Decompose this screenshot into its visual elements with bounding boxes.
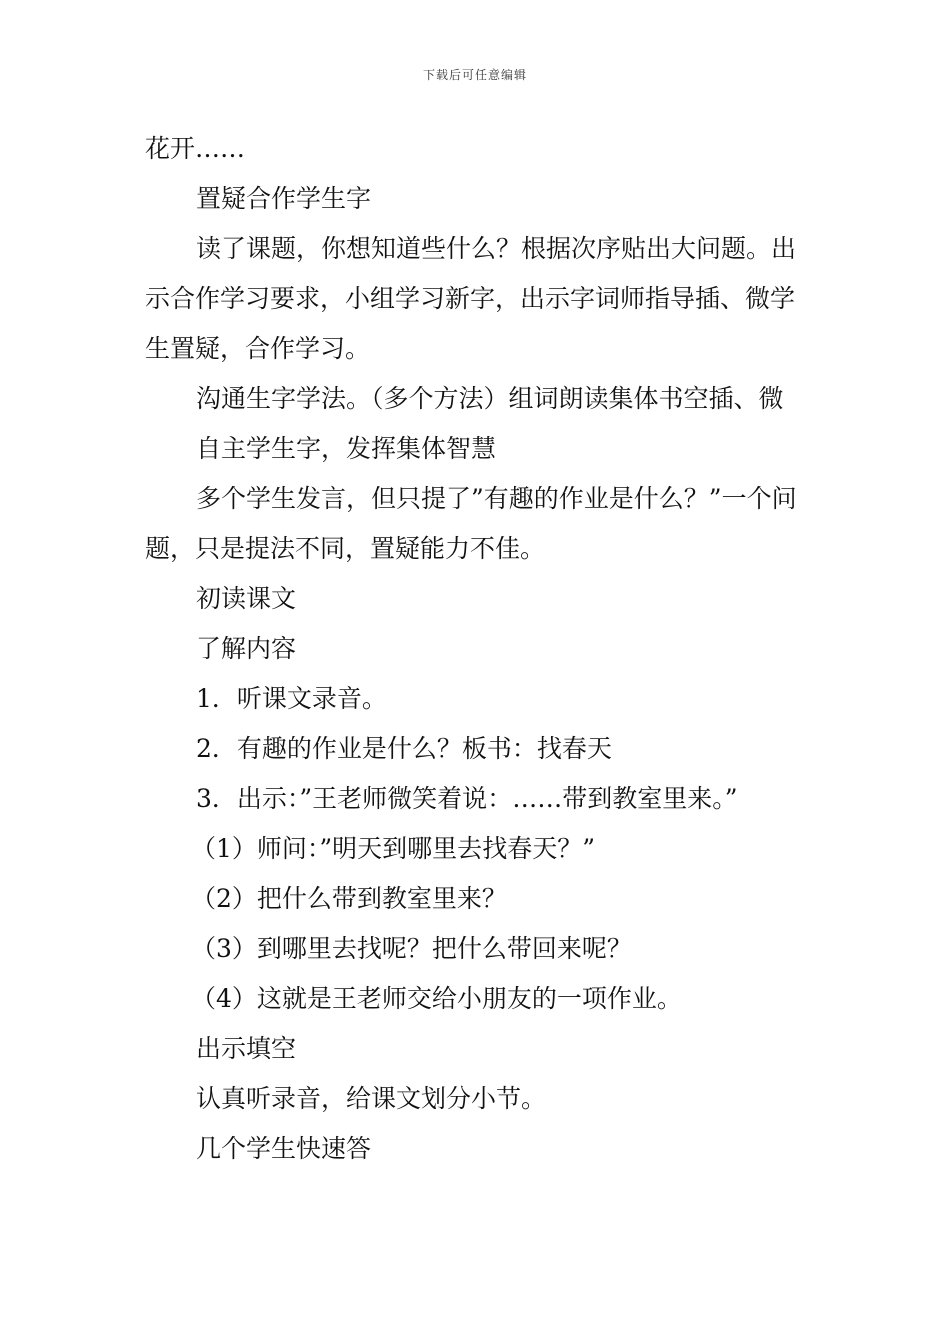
paragraph-self-study: 自主学生字，发挥集体智慧 — [196, 434, 497, 463]
list-item-1: 1．听课文录音。 — [196, 684, 387, 713]
paragraph-first-reading: 初读课文 — [196, 584, 297, 613]
page-header-note: 下载后可任意编辑 — [422, 68, 527, 82]
paragraph-flower-open: 花开…… — [145, 134, 246, 163]
list-item-3: 3．出示：”王老师微笑着说：……带到教室里来。” — [196, 784, 738, 813]
sub-item-2: （2）把什么带到教室里来？ — [191, 884, 507, 913]
paragraph-character-method: 沟通生字学法。（多个方法）组词朗读集体书空插、微 — [196, 384, 784, 413]
paragraph-section-heading-1: 置疑合作学生字 — [196, 184, 372, 213]
paragraph-reading-title: 读了课题，你想知道些什么？根据次序贴出大问题。出示合作学习要求，小组学习新字，出示字词师指导插、微学生置疑，合作学习。 — [145, 234, 797, 363]
paragraph-understand-content: 了解内容 — [196, 634, 297, 663]
paragraph-listen-recording: 认真听录音，给课文划分小节。 — [196, 1084, 547, 1113]
paragraph-student-remarks: 多个学生发言，但只提了”有趣的作业是什么？”一个问题，只是提法不同，置疑能力不佳。 — [145, 484, 797, 563]
document-body — [145, 124, 810, 1174]
paragraph-quick-answer: 几个学生快速答 — [196, 1134, 372, 1163]
paragraph-fill-blank: 出示填空 — [196, 1034, 297, 1063]
sub-item-1: （1）师问：”明天到哪里去找春天？” — [191, 834, 595, 863]
list-item-2: 2．有趣的作业是什么？板书：找春天 — [196, 734, 612, 763]
sub-item-4: （4）这就是王老师交给小朋友的一项作业。 — [191, 984, 682, 1013]
sub-item-3: （3）到哪里去找呢？把什么带回来呢？ — [191, 934, 632, 963]
